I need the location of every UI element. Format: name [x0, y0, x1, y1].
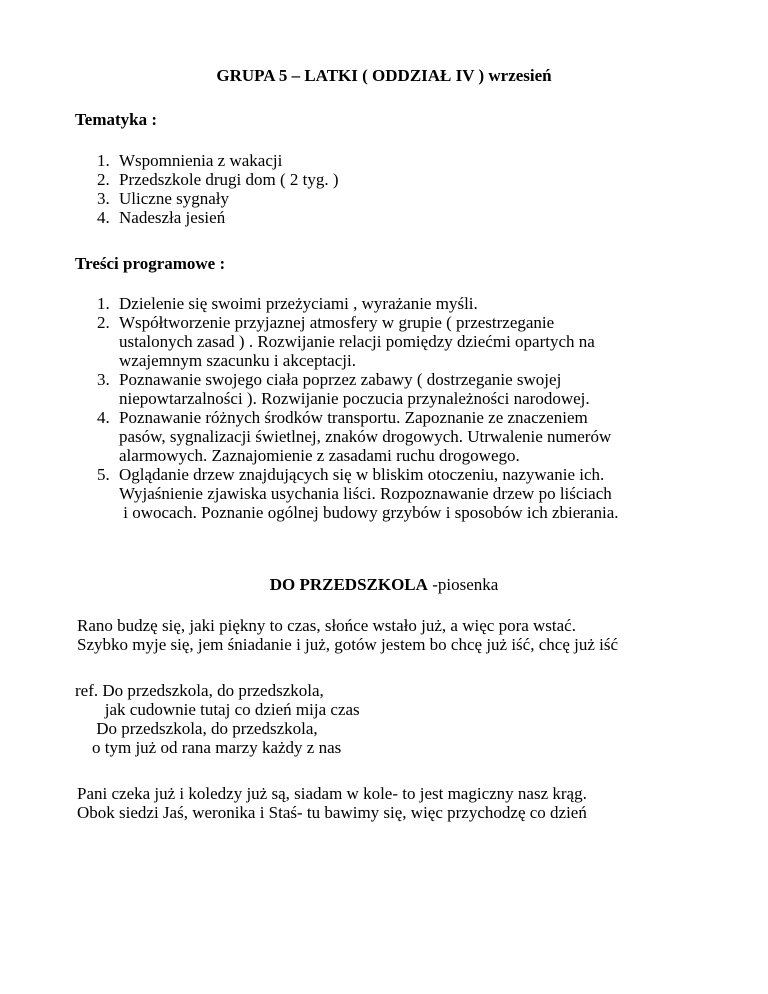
verse-line: Rano budzę się, jaki piękny to czas, słońce wstało już, a więc pora wstać.: [77, 616, 576, 635]
list-item: 3. Poznawanie swojego ciała poprzez zabawy ( dostrzeganie swojej niepowtarzalności ). Rozwijanie poczucia przynależności narodowej.: [97, 370, 590, 408]
tematyka-heading: Tematyka :: [75, 110, 158, 129]
list-item: 1. Dzielenie się swoimi przeżyciami , wyrażanie myśli.: [97, 294, 478, 313]
verse-line: Szybko myje się, jem śniadanie i już, gotów jestem bo chcę już iść, chcę już iść: [77, 635, 619, 654]
refrain-line: jak cudownie tutaj co dzień mija czas: [75, 700, 360, 719]
refrain-line: Do przedszkola, do przedszkola,: [75, 719, 318, 738]
song-title: [0, 575, 768, 594]
song-verse-2: [77, 784, 587, 822]
song-verse-1: [77, 616, 618, 654]
list-item: 5. Oglądanie drzew znajdujących się w bliskim otoczeniu, nazywanie ich. Wyjaśnienie zjawiska usychania liści. Rozpoznawanie drzew po liściach i owocach. Poznanie ogólnej budowy grzybów i sposobów ich zbierania.: [97, 465, 619, 522]
tematyka-list: [97, 151, 339, 227]
song-title-main: DO PRZEDSZKOLA: [269, 575, 428, 594]
refrain-line: o tym już od rana marzy każdy z nas: [75, 738, 342, 757]
list-item: 2. Przedszkole drugi dom ( 2 tyg. ): [97, 170, 339, 189]
list-item: 3. Uliczne sygnały: [97, 189, 229, 208]
verse-line: Obok siedzi Jaś, weronika i Staś- tu bawimy się, więc przychodzę co dzień: [77, 803, 587, 822]
refrain-line: ref. Do przedszkola, do przedszkola,: [75, 681, 324, 700]
tresci-heading: Treści programowe :: [75, 254, 226, 273]
list-item: 2. Współtworzenie przyjaznej atmosfery w grupie ( przestrzeganie ustalonych zasad ) . Rozwijanie relacji pomiędzy dziećmi opartych na wzajemnym szacunku i akceptacji.: [97, 313, 595, 370]
song-refrain: [75, 681, 360, 757]
verse-line: Pani czeka już i koledzy już są, siadam w kole- to jest magiczny nasz krąg.: [77, 784, 587, 803]
tresci-list: [97, 294, 619, 522]
list-item: 1. Wspomnienia z wakacji: [97, 151, 283, 170]
list-item: 4. Nadeszła jesień: [97, 208, 226, 227]
document-title: GRUPA 5 – LATKI ( ODDZIAŁ IV ) wrzesień: [216, 66, 552, 85]
song-title-suffix: -piosenka: [427, 575, 499, 594]
list-item: 4. Poznawanie różnych środków transportu. Zapoznanie ze znaczeniem pasów, sygnalizacji świetlnej, znaków drogowych. Utrwalenie numerów alarmowych. Zaznajomienie z zasadami ruchu drogowego.: [97, 408, 612, 465]
